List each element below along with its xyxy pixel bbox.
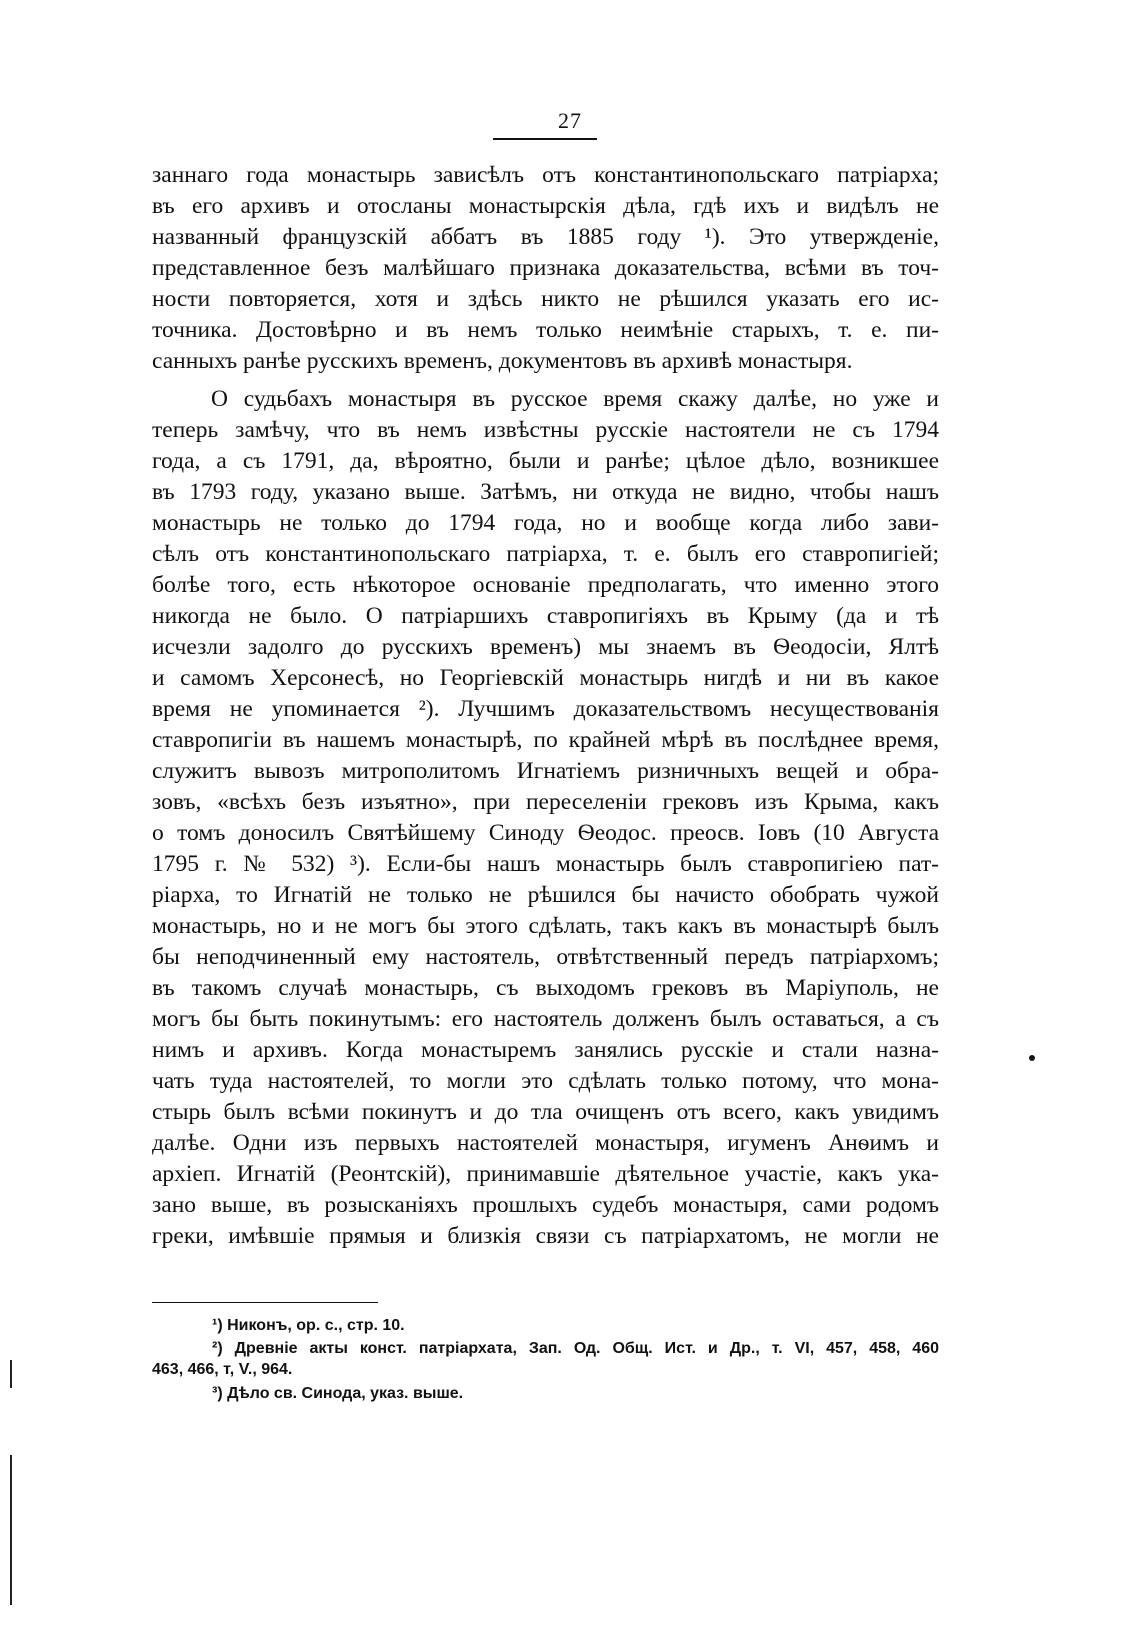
body-line: санныхъ ранѣе русскихъ временъ, документовъ въ архивѣ монастыря. [152,348,853,374]
body-line: время не упоминается ²). Лучшимъ доказательствомъ несуществованія [152,696,939,722]
body-line: и самомъ Херсонесѣ, но Георгіевскій монастырь нигдѣ и ни въ какое [152,665,939,691]
footnote: ²) Древніе акты конст. патріархата, Зап. Од. Общ. Ист. и Др., т. VI, 457, 458, 460 [212,1340,939,1357]
body-line: года, а съ 1791, да, вѣроятно, были и ранѣе; цѣлое дѣло, возникшее [152,448,939,474]
body-line: ности повторяется, хотя и здѣсь никто не рѣшился указать его ис- [152,286,939,312]
body-line: чать туда настоятелей, то могли это сдѣлать только потому, что мона- [152,1068,939,1094]
body-line: ріарха, то Игнатій не только не рѣшился бы начисто обобрать чужой [152,882,939,908]
body-line: названный французскій аббатъ въ 1885 году ¹). Это утвержденіе, [152,224,939,250]
margin-scan-mark [10,1360,12,1388]
body-line: О судьбахъ монастыря въ русское время скажу далѣе, но уже и [211,386,939,412]
body-line: теперь замѣчу, что въ немъ извѣстны русскіе настоятели не съ 1794 [152,417,939,443]
body-line: греки, имѣвшіе прямыя и близкія связи съ патріархатомъ, не могли не [152,1223,939,1249]
margin-scan-mark [10,1455,12,1605]
body-line: стырь былъ всѣми покинутъ и до тла очищенъ отъ всего, какъ увидимъ [152,1099,939,1125]
body-line: точника. Достовѣрно и въ немъ только неимѣніе старыхъ, т. е. пи- [152,317,939,343]
body-line: о томъ доносилъ Святѣйшему Синоду Ѳеодос. преосв. Іовъ (10 Августа [152,820,939,846]
body-line: въ его архивъ и отосланы монастырскія дѣла, гдѣ ихъ и видѣлъ не [152,193,939,219]
page-number: 27 [558,108,582,133]
body-line: монастырь, но и не могъ бы этого сдѣлать, такъ какъ въ монастырѣ былъ [152,913,939,939]
body-line: монастырь не только до 1794 года, но и вообще когда либо зави- [152,510,939,536]
body-line: болѣе того, есть нѣкоторое основаніе предполагать, что именно этого [152,572,939,598]
body-line: служитъ вывозъ митрополитомъ Игнатіемъ ризничныхъ вещей и обра- [152,758,939,784]
body-line: заннаго года монастырь зависѣлъ отъ константинопольскаго патріарха; [152,162,939,188]
page-number-rule [493,138,597,140]
body-line: представленное безъ малѣйшаго признака доказательства, всѣми въ точ- [152,255,939,281]
body-line: въ такомъ случаѣ монастырь, съ выходомъ грековъ въ Маріуполь, не [152,975,939,1001]
footnote: ³) Дѣло св. Синода, указ. выше. [212,1385,464,1402]
footnote-continuation: 463, 466, т, V., 964. [152,1361,293,1378]
body-line: исчезли задолго до русскихъ временъ) мы знаемъ въ Ѳеодосіи, Ялтѣ [152,634,939,660]
footnote: ¹) Никонъ, op. c., стр. 10. [212,1317,405,1334]
body-line: 1795 г. № 532) ³). Если-бы нашъ монастырь былъ ставропигіею пат- [152,851,939,877]
body-line: сѣлъ отъ константинопольскаго патріарха, т. е. былъ его ставропигіей; [152,541,939,567]
body-line: далѣе. Одни изъ первыхъ настоятелей монастыря, игуменъ Анѳимъ и [152,1130,939,1156]
body-line: архіеп. Игнатій (Реонтскій), принимавшіе дѣятельное участіе, какъ ука- [152,1161,939,1187]
body-line: зовъ, «всѣхъ безъ изъятно», при переселеніи грековъ изъ Крыма, какъ [152,789,939,815]
body-line: зано выше, въ розысканіяхъ прошлыхъ судебъ монастыря, сами родомъ [152,1192,939,1218]
body-line: нимъ и архивъ. Когда монастыремъ занялись русскіе и стали назна- [152,1037,939,1063]
body-line: въ 1793 году, указано выше. Затѣмъ, ни откуда не видно, чтобы нашъ [152,479,939,505]
body-line: никогда не было. О патріаршихъ ставропигіяхъ въ Крыму (да и тѣ [152,603,939,629]
body-line: могъ бы быть покинутымъ: его настоятель долженъ былъ оставаться, а съ [152,1006,939,1032]
body-line: бы неподчиненный ему настоятель, отвѣтственный передъ патріархомъ; [152,944,939,970]
footnote-rule [152,1302,378,1303]
ink-speck [1029,1055,1035,1061]
body-line: ставропигіи въ нашемъ монастырѣ, по крайней мѣрѣ въ послѣднее время, [152,727,939,753]
